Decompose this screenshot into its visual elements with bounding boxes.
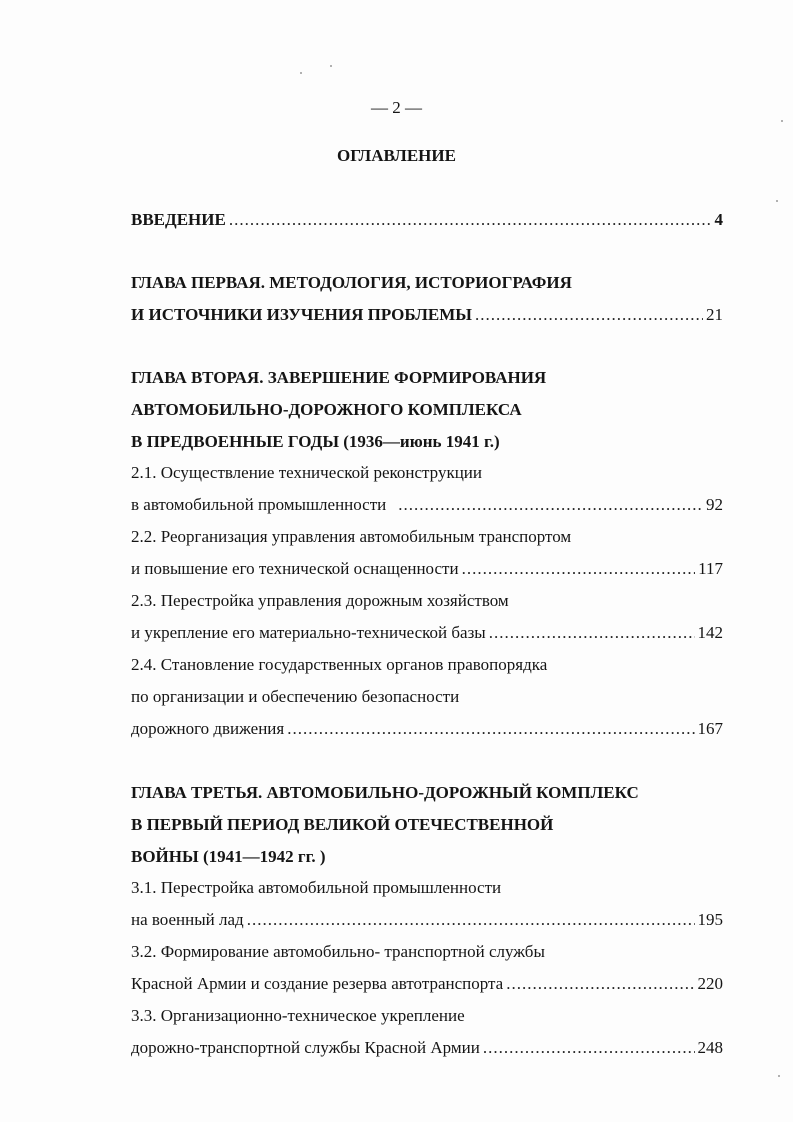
section-2-3-line1: 2.3. Перестройка управления дорожным хозяйством [131,591,509,610]
scan-speck [778,1075,780,1077]
toc-entry-section-2-2[interactable] [131,558,723,580]
section-2-1-line1: 2.1. Осуществление технической реконструкции [131,463,483,482]
chapter-2-title-line3: В ПРЕДВОЕННЫЕ ГОДЫ (1936—июнь 1941 г.) [131,432,500,451]
entry-title: Красной Армии и создание резерва автотранспорта [131,974,504,993]
entry-title: и укрепление его материально-технической базы [131,623,486,642]
page-number: — 2 — [371,98,422,117]
entry-title: дорожного движения [131,719,285,738]
entry-title: дорожно-транспортной службы Красной Армии [131,1038,480,1057]
entry-page: 248 [697,1038,723,1057]
section-2-2-line1: 2.2. Реорганизация управления автомобильным транспортом [131,527,572,546]
entry-title: в автомобильной промышленности [131,495,387,514]
dot-leader [489,622,695,644]
chapter-3-title-line3: ВОЙНЫ (1941—1942 гг. ) [131,847,326,866]
entry-page: 21 [706,305,723,324]
toc-entry-section-2-3[interactable] [131,622,723,644]
toc-entry-section-2-1[interactable] [131,494,723,516]
section-3-3-line1: 3.3. Организационно-техническое укрепление [131,1006,465,1025]
dot-leader [247,909,695,931]
chapter-3-title-line1: ГЛАВА ТРЕТЬЯ. АВТОМОБИЛЬНО-ДОРОЖНЫЙ КОМПЛЕКС [131,783,639,802]
dot-leader [483,1037,695,1059]
entry-title: на военный лад [131,910,244,929]
toc-entry-introduction[interactable] [131,209,723,231]
entry-page: 142 [697,623,723,642]
entry-page: 92 [706,495,723,514]
toc-entry-section-3-1[interactable] [131,909,723,931]
toc-entry-chapter-1[interactable] [131,304,723,326]
entry-title: ВВЕДЕНИЕ [131,210,226,229]
section-3-1-line1: 3.1. Перестройка автомобильной промышленности [131,878,502,897]
scan-speck [781,120,783,122]
chapter-1-title-line1: ГЛАВА ПЕРВАЯ. МЕТОДОЛОГИЯ, ИСТОРИОГРАФИЯ [131,273,572,292]
dot-leader [462,558,696,580]
entry-page: 220 [697,974,723,993]
toc-title: ОГЛАВЛЕНИЕ [337,146,456,165]
section-2-4-line1: 2.4. Становление государственных органов правопорядка [131,655,548,674]
dot-leader [506,973,694,995]
dot-leader [398,494,703,516]
entry-title: и повышение его технической оснащенности [131,559,459,578]
chapter-2-title-line2: АВТОМОБИЛЬНО-ДОРОЖНОГО КОМПЛЕКСА [131,400,522,419]
toc-entry-section-3-3[interactable] [131,1037,723,1059]
entry-page: 4 [714,210,723,229]
dot-leader [287,718,694,740]
section-3-2-line1: 3.2. Формирование автомобильно- транспортной службы [131,942,545,961]
toc-entry-section-3-2[interactable] [131,973,723,995]
entry-title: И ИСТОЧНИКИ ИЗУЧЕНИЯ ПРОБЛЕМЫ [131,305,472,324]
scan-speck [330,65,332,67]
dot-leader [475,304,703,326]
section-2-4-line2: по организации и обеспечению безопасности [131,687,460,706]
entry-page: 117 [698,559,723,578]
scan-speck [776,200,778,202]
entry-page: 167 [697,719,723,738]
chapter-3-title-line2: В ПЕРВЫЙ ПЕРИОД ВЕЛИКОЙ ОТЕЧЕСТВЕННОЙ [131,815,554,834]
entry-page: 195 [697,910,723,929]
toc-entry-section-2-4[interactable] [131,718,723,740]
chapter-2-title-line1: ГЛАВА ВТОРАЯ. ЗАВЕРШЕНИЕ ФОРМИРОВАНИЯ [131,368,547,387]
dot-leader [229,209,712,231]
scan-speck [300,72,302,74]
